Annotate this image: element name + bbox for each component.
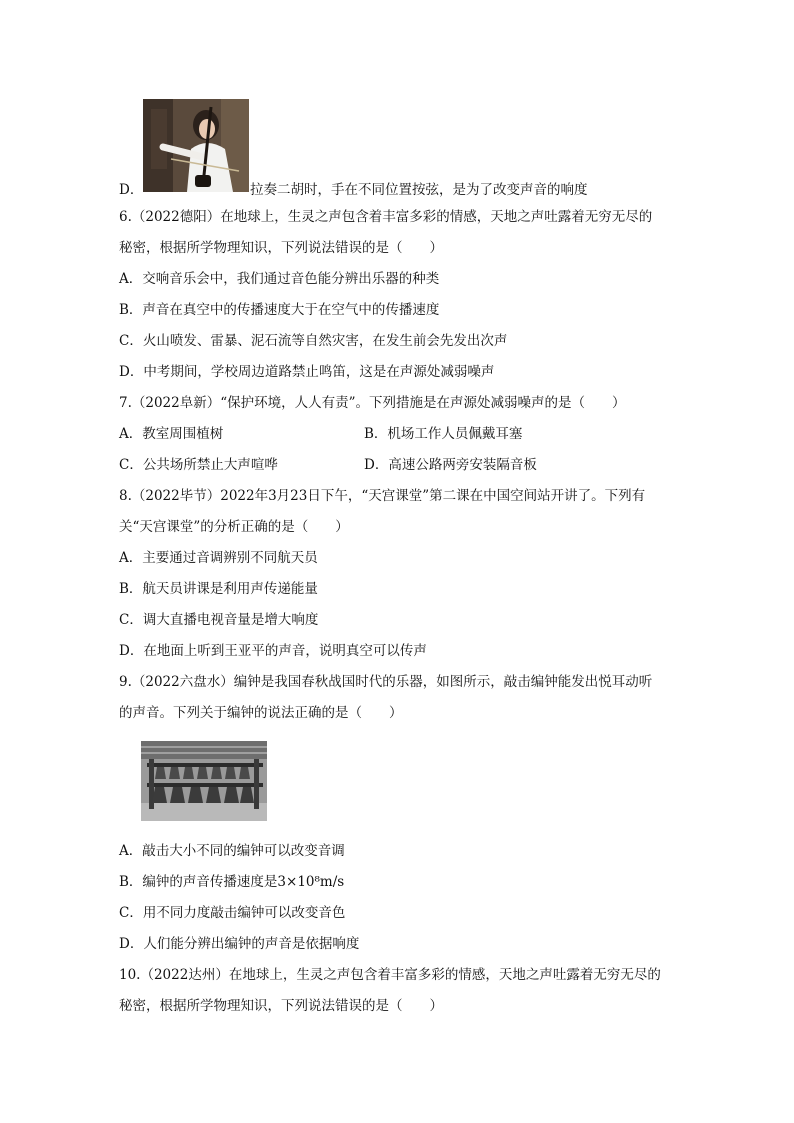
q8-stem-line2: 关“天宫课堂”的分析正确的是（ ） [119,519,349,535]
q7-option-c: C．公共场所禁止大声喧哗 [119,457,278,473]
q8-option-b: B．航天员讲课是利用声传递能量 [119,581,318,597]
q9-option-c: C．用不同力度敲击编钟可以改变音色 [119,905,346,921]
q8-option-a: A．主要通过音调辨别不同航天员 [119,550,318,566]
q5-option-d-text: 拉奏二胡时，手在不同位置按弦，是为了改变声音的响度 [250,182,588,198]
q7-option-d: D．高速公路两旁安装隔音板 [364,457,537,473]
q9-option-b: B．编钟的声音传播速度是3×10⁸m/s [119,874,345,890]
q6-option-b: B．声音在真空中的传播速度大于在空气中的传播速度 [119,302,440,318]
q9-stem-line2: 的声音。下列关于编钟的说法正确的是（ ） [119,705,403,721]
q9-option-a: A．敲击大小不同的编钟可以改变音调 [119,843,345,859]
q10-stem-line2: 秘密，根据所学物理知识，下列说法错误的是（ ） [119,998,443,1014]
q7-option-b: B．机场工作人员佩戴耳塞 [364,426,523,442]
q8-option-d: D．在地面上听到王亚平的声音，说明真空可以传声 [119,643,427,659]
q10-stem-line1: 10.（2022达州）在地球上，生灵之声包含着丰富多彩的情感，天地之声吐露着无穷无尽的 [119,967,661,983]
q8-stem-line1: 8.（2022毕节）2022年3月23日下午，“天宫课堂”第二课在中国空间站开讲了。下列有 [119,488,646,504]
q7-option-a: A．教室周围植树 [119,426,224,442]
q5-option-d-prefix: D． [119,182,144,198]
erhu-player-photo [143,99,249,192]
q9-stem-line1: 9.（2022六盘水）编钟是我国春秋战国时代的乐器，如图所示，敲击编钟能发出悦耳动听 [119,674,653,690]
q9-option-d: D．人们能分辨出编钟的声音是依据响度 [119,936,360,952]
q6-option-c: C．火山喷发、雷暴、泥石流等自然灾害，在发生前会先发出次声 [119,333,508,349]
q8-option-c: C．调大直播电视音量是增大响度 [119,612,319,628]
q7-stem: 7.（2022阜新）“保护环境，人人有责”。下列措施是在声源处减弱噪声的是（ ） [119,395,626,411]
q6-option-d: D．中考期间，学校周边道路禁止鸣笛，这是在声源处减弱噪声 [119,364,495,380]
q6-option-a: A．交响音乐会中，我们通过音色能分辨出乐器的种类 [119,271,440,287]
q6-stem-line1: 6.（2022德阳）在地球上，生灵之声包含着丰富多彩的情感，天地之声吐露着无穷无尽的 [119,209,653,225]
bianzhong-bells-photo [141,741,267,821]
q6-stem-line2: 秘密，根据所学物理知识，下列说法错误的是（ ） [119,240,443,256]
